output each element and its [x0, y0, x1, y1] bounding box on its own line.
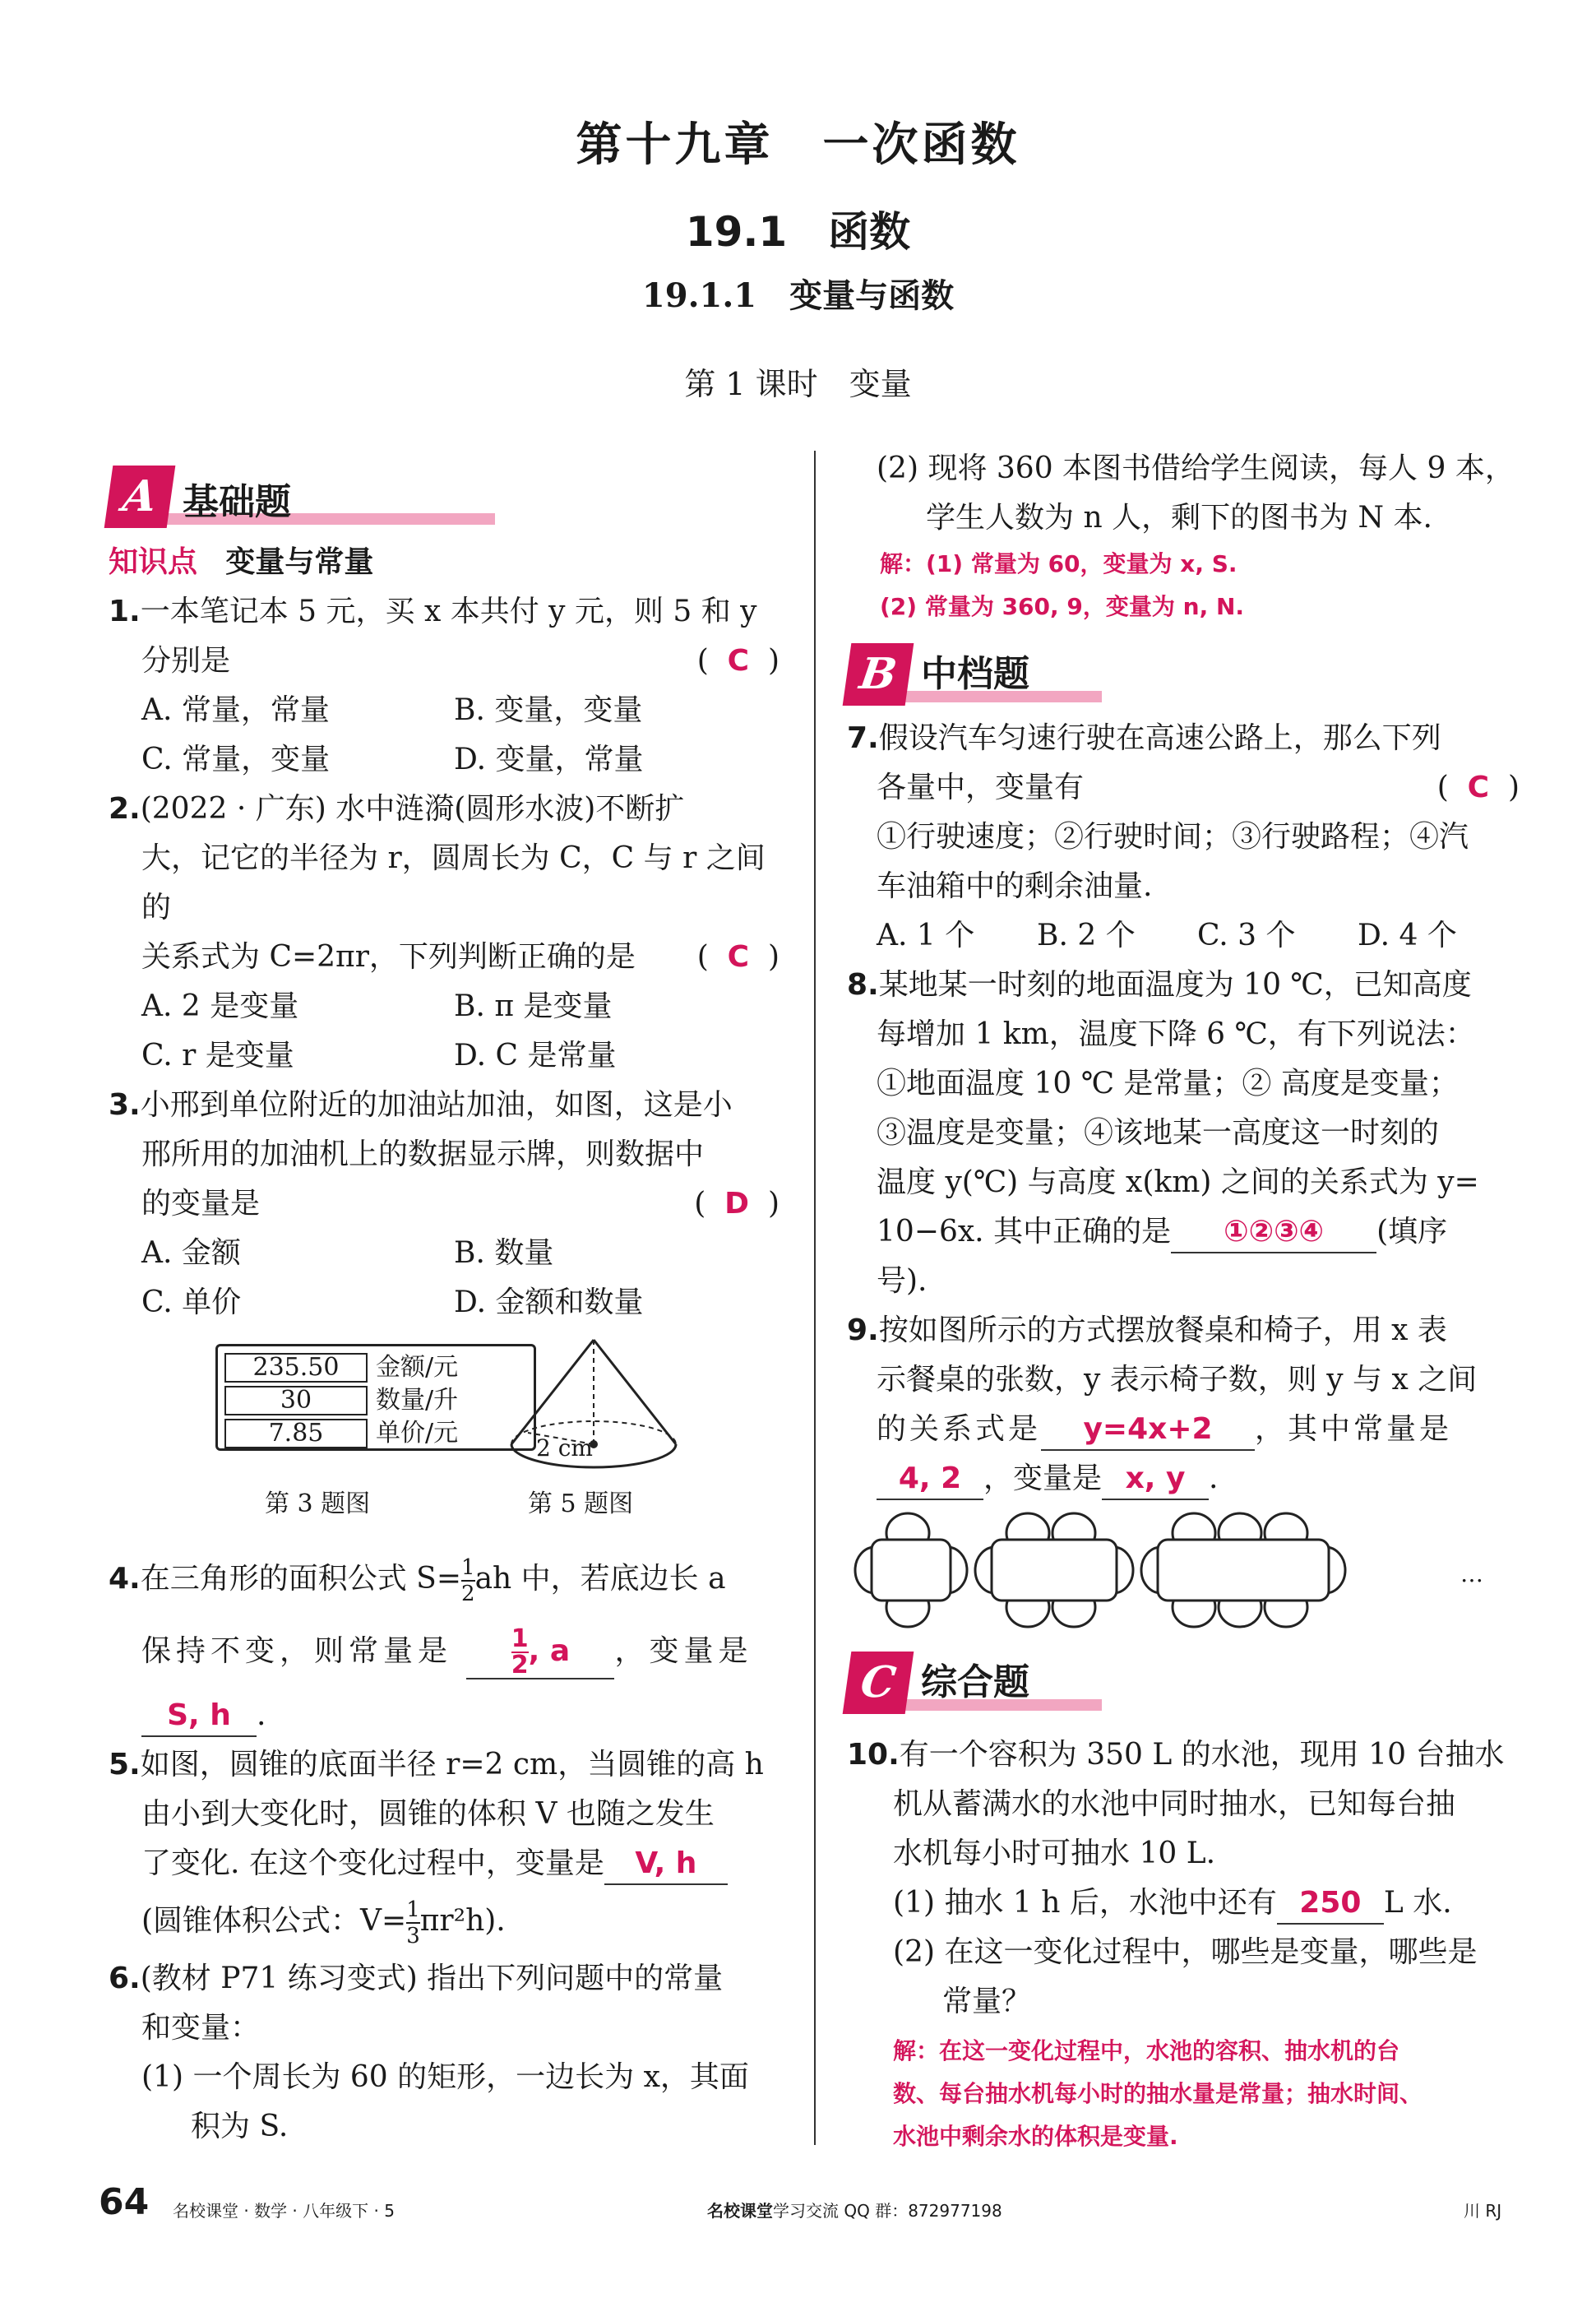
q10-text: 有一个容积为 350 L 的水池，现用 10 台抽水 — [899, 1738, 1505, 1772]
q4-answer-constant — [466, 1624, 614, 1679]
q8-number: 8. — [847, 968, 879, 1002]
pump-price-label: 单价/元 — [376, 1419, 459, 1448]
q4-frac-den: 2 — [461, 1582, 475, 1606]
badge-letter: A — [104, 466, 176, 528]
q10-part1-post: L 水. — [1383, 1886, 1452, 1920]
section-badge-c-wrap — [847, 1652, 1520, 1730]
q1-options-ab — [109, 686, 779, 735]
pump-price-value: 7.85 — [224, 1419, 368, 1448]
q7-answer: C — [1467, 771, 1490, 804]
q9-line4 — [847, 1454, 1520, 1503]
q9-end: . — [1209, 1462, 1219, 1495]
q3-options-ab — [109, 1229, 779, 1278]
q2-line1 — [109, 785, 779, 834]
q8-text: 某地某一时刻的地面温度为 10 ℃，已知高度 — [878, 968, 1472, 1002]
q3-line1 — [109, 1081, 779, 1130]
q7-line2 — [847, 763, 1520, 813]
footer-brand-logo: 名校课堂 — [707, 2201, 773, 2221]
left-column — [109, 538, 779, 2152]
q8-line4: ③温度是变量；④该地某一高度这一时刻的 — [877, 1116, 1440, 1150]
pump-amount-label: 金额/元 — [376, 1353, 459, 1382]
q6-number: 6. — [109, 1962, 141, 1995]
chapter-title: 第十九章 一次函数 — [576, 118, 1020, 172]
q8-text6: 10−6x. 其中正确的是 — [877, 1215, 1172, 1249]
q1-option-b: B. 变量，变量 — [454, 693, 643, 727]
q5-frac-num: 1 — [406, 1897, 420, 1922]
q5-line2: 由小到大变化时，圆锥的体积 V 也随之发生 — [141, 1797, 715, 1831]
q6-solution1: 解：(1) 常量为 60，变量为 x, S. — [880, 550, 1237, 577]
section-title: 19.1 函数 — [685, 208, 911, 256]
q10-number: 10. — [847, 1738, 900, 1772]
footer-qq — [707, 2198, 1002, 2221]
q5-formula-post: πr²h). — [419, 1904, 506, 1938]
q7-option-d: D. 4 个 — [1358, 919, 1457, 952]
q2-text: (2022 · 广东) 水中涟漪(圆形水波)不断扩 — [140, 792, 685, 826]
q1-text: 一本笔记本 5 元，买 x 本共付 y 元，则 5 和 y — [140, 595, 757, 628]
q9-line3 — [847, 1405, 1520, 1454]
q10-solution2: 数、每台抽水机每小时的抽水量是常量；抽水时间、 — [893, 2080, 1423, 2107]
q1-line1 — [109, 587, 779, 637]
q3-option-b: B. 数量 — [454, 1236, 554, 1270]
badge-label: 中档题 — [921, 653, 1029, 695]
q10-answer1: 250 — [1277, 1883, 1384, 1925]
q8-text6-post: (填序 — [1376, 1215, 1448, 1249]
q2-number: 2. — [109, 792, 141, 826]
q3-option-c: C. 单价 — [141, 1286, 242, 1319]
q6-text: (教材 P71 练习变式) 指出下列问题中的常量 — [140, 1962, 724, 1995]
q2-option-a: A. 2 是变量 — [141, 989, 299, 1023]
q9-text3-post: ，其中常量是 — [1255, 1412, 1453, 1446]
badge-letter: C — [843, 1652, 914, 1714]
table — [992, 1540, 1117, 1601]
q9-text3: 的关系式是 — [877, 1412, 1042, 1446]
q5-answer: V, h — [604, 1844, 728, 1885]
q5-fraction — [406, 1897, 420, 1948]
q5-text3: 了变化. 在这个变化过程中，变量是 — [141, 1846, 604, 1880]
q1-answer-bracket: ( C ) — [696, 644, 779, 678]
q1-number: 1. — [109, 595, 141, 628]
q4-text-pre: 在三角形的面积公式 S= — [140, 1562, 462, 1596]
lesson-title: 第 1 课时 变量 — [684, 366, 912, 402]
q2-options-ab — [109, 982, 779, 1031]
pump-row-quantity — [224, 1384, 527, 1417]
table-group-3 — [1141, 1513, 1345, 1627]
q1-answer: C — [727, 644, 750, 678]
q4-answer-fraction — [511, 1624, 529, 1679]
q7-text: 假设汽车匀速行驶在高速公路上，那么下列 — [878, 721, 1441, 755]
q4-frac-num: 1 — [461, 1555, 475, 1580]
badge-label: 基础题 — [183, 481, 291, 523]
q3-line2: 邢所用的加油机上的数据显示牌，则数据中 — [141, 1137, 705, 1171]
q7-number: 7. — [847, 721, 879, 755]
q6-part1-line1: (1) 一个周长为 60 的矩形，一边长为 x，其面 — [141, 2060, 749, 2094]
q5-number: 5. — [109, 1748, 141, 1781]
q6-part1-line2: 积为 S. — [191, 2110, 289, 2143]
q4-ans-frac-num: 1 — [511, 1624, 529, 1653]
q9-text: 按如图所示的方式摆放餐桌和椅子，用 x 表 — [878, 1313, 1447, 1347]
q9-number: 9. — [847, 1313, 879, 1347]
q10-part2-line2: 常量？ — [942, 1985, 1032, 2018]
section-badge-b-wrap — [847, 643, 1520, 714]
q2-text3: 关系式为 C=2πr，下列判断正确的是 — [141, 940, 636, 974]
q3-option-a: A. 金额 — [141, 1236, 241, 1270]
q7-line1 — [847, 714, 1520, 763]
q1-option-c: C. 常量，变量 — [141, 743, 331, 776]
section-badge-a — [109, 466, 388, 531]
q7-line3: ①行驶速度；②行驶时间；③行驶路程；④汽 — [877, 820, 1469, 854]
q4-line1 — [109, 1546, 779, 1612]
figures-row — [109, 1336, 779, 1541]
q10-part2-line1: (2) 在这一变化过程中，哪些是变量，哪些是 — [893, 1935, 1478, 1969]
table-group-2 — [975, 1513, 1133, 1627]
q10-solution1: 解：在这一变化过程中，水池的容积、抽水机的台 — [893, 2037, 1400, 2064]
subsection-title: 19.1.1 变量与函数 — [641, 276, 955, 315]
pump-quantity-label: 数量/升 — [376, 1386, 459, 1415]
q1-option-d: D. 变量，常量 — [454, 743, 644, 776]
q3-option-d: D. 金额和数量 — [454, 1286, 644, 1319]
q5-text: 如图，圆锥的底面半径 r=2 cm，当圆锥的高 h — [140, 1748, 764, 1781]
q2-options-cd — [109, 1031, 779, 1081]
q4-line2 — [109, 1612, 779, 1691]
pump-row-price — [224, 1417, 527, 1450]
section-badge-c — [847, 1652, 1126, 1717]
table — [872, 1540, 951, 1601]
q9-line2: 示餐桌的张数，y 表示椅子数，则 y 与 x 之间 — [877, 1363, 1478, 1397]
kp-tag: 知识点 — [109, 545, 198, 579]
q1-option-a: A. 常量，常量 — [141, 693, 330, 727]
q4-ans-rest: , a — [528, 1634, 571, 1668]
q1-text2: 分别是 — [141, 644, 231, 678]
q2-line2: 大，记它的半径为 r，圆周长为 C，C 与 r 之间的 — [141, 841, 766, 924]
q7-text2: 各量中，变量有 — [877, 771, 1085, 804]
pump-display — [215, 1344, 536, 1451]
q9-answer-variable: x, y — [1102, 1459, 1209, 1500]
q3-options-cd — [109, 1278, 779, 1327]
q5-frac-den: 3 — [406, 1924, 420, 1948]
q4-ans-frac-den: 2 — [511, 1651, 529, 1679]
footer-book-title: 名校课堂 · 数学 · 八年级下 · 5 — [173, 2201, 395, 2221]
q2-option-b: B. π 是变量 — [454, 989, 613, 1023]
table-group-1 — [855, 1513, 967, 1627]
cone-figure — [503, 1336, 692, 1476]
q2-option-c: C. r 是变量 — [141, 1039, 294, 1072]
q4-text-mid: ，变量是 — [614, 1634, 753, 1668]
cone-radius-label: 2 cm — [536, 1434, 593, 1462]
q5-line1 — [109, 1740, 779, 1790]
tables-chairs-drawing — [847, 1508, 1472, 1640]
q10-solution3: 水池中剩余水的体积是变量. — [893, 2123, 1178, 2150]
q2-answer: C — [727, 940, 750, 974]
q9-answer-relation: y=4x+2 — [1041, 1410, 1255, 1451]
q7-line4: 车油箱中的剩余油量. — [877, 869, 1153, 903]
knowledge-point — [109, 538, 779, 587]
badge-label: 综合题 — [921, 1661, 1029, 1703]
q7-answer-bracket: ( C ) — [1436, 771, 1520, 804]
q7-option-b: B. 2 个 — [1037, 919, 1136, 952]
q6-part2-line1: (2) 现将 360 本图书借给学生阅读，每人 9 本， — [877, 452, 1515, 485]
q10-part1-text: (1) 抽水 1 h 后，水池中还有 — [893, 1886, 1277, 1920]
q10-line1 — [847, 1730, 1520, 1780]
q10-line3: 水机每小时可抽水 10 L. — [893, 1837, 1216, 1870]
badge-letter: B — [843, 643, 914, 706]
pump-row-amount — [224, 1351, 527, 1384]
q5-line3 — [109, 1839, 779, 1888]
q2-line3 — [109, 933, 779, 982]
q8-answer: ①②③④ — [1171, 1212, 1376, 1253]
tables-figure — [847, 1508, 1520, 1648]
q10-part1 — [847, 1879, 1520, 1928]
q8-line6 — [847, 1207, 1520, 1257]
q4-text2: 保持不变，则常量是 — [141, 1634, 453, 1668]
pump-quantity-value: 30 — [224, 1386, 368, 1415]
q1-line2 — [109, 637, 779, 686]
q9-line1 — [847, 1306, 1520, 1355]
q6-line1 — [109, 1954, 779, 2004]
page-number: 64 — [99, 2181, 150, 2223]
q7-option-c: C. 3 个 — [1197, 919, 1296, 952]
q5-line4 — [109, 1888, 779, 1954]
q5-formula-pre: (圆锥体积公式：V= — [141, 1904, 407, 1938]
q3-line3 — [109, 1179, 779, 1229]
q3-text3: 的变量是 — [141, 1187, 261, 1221]
q7-option-a: A. 1 个 — [877, 919, 975, 952]
q4-text-post: ah 中，若底边长 a — [474, 1562, 726, 1596]
q4-end: . — [257, 1698, 266, 1732]
q1-options-cd — [109, 735, 779, 785]
q8-line2: 每增加 1 km，温度下降 6 ℃，有下列说法： — [877, 1017, 1475, 1051]
q4-line3 — [109, 1691, 779, 1740]
column-divider — [814, 451, 816, 2145]
q8-line5: 温度 y(℃) 与高度 x(km) 之间的关系式为 y= — [877, 1165, 1479, 1199]
q8-line3: ①地面温度 10 ℃ 是常量；② 高度是变量； — [877, 1067, 1459, 1100]
kp-name: 变量与常量 — [225, 545, 374, 579]
q7-options — [847, 911, 1520, 961]
q8-line1 — [847, 961, 1520, 1010]
q4-fraction — [461, 1555, 475, 1606]
q8-line7: 号). — [877, 1264, 928, 1298]
q4-number: 4. — [109, 1562, 141, 1596]
table — [1158, 1540, 1329, 1601]
tables-ellipsis: … — [1460, 1560, 1483, 1587]
q4-answer-variable: S, h — [141, 1696, 257, 1737]
q10-line2: 机从蓄满水的水池中同时抽水，已知每台抽 — [893, 1787, 1456, 1821]
q3-text: 小邢到单位附近的加油站加油，如图，这是小 — [140, 1088, 733, 1122]
figure5-caption: 第 5 题图 — [528, 1489, 634, 1518]
q3-number: 3. — [109, 1088, 141, 1122]
q9-text-mid: ，变量是 — [983, 1462, 1103, 1495]
q6-part2-line2: 学生人数为 n 人，剩下的图书为 N 本. — [926, 501, 1432, 535]
section-badge-b — [847, 643, 1126, 709]
q3-answer: D — [724, 1187, 750, 1221]
q6-line2: 和变量： — [141, 2011, 261, 2045]
q6-solution2: (2) 常量为 360, 9，变量为 n, N. — [880, 593, 1245, 620]
q2-option-d: D. C 是常量 — [454, 1039, 617, 1072]
footer-qq-text: 学习交流 QQ 群：872977198 — [773, 2201, 1002, 2221]
footer-edition: 川 RJ — [1464, 2201, 1502, 2221]
q9-answer-constant: 4, 2 — [877, 1459, 983, 1500]
pump-amount-value: 235.50 — [224, 1353, 368, 1383]
q3-answer-bracket: ( D ) — [694, 1187, 779, 1221]
q2-answer-bracket: ( C ) — [696, 940, 779, 974]
figure3-caption: 第 3 题图 — [265, 1489, 371, 1518]
right-column — [847, 444, 1520, 2158]
